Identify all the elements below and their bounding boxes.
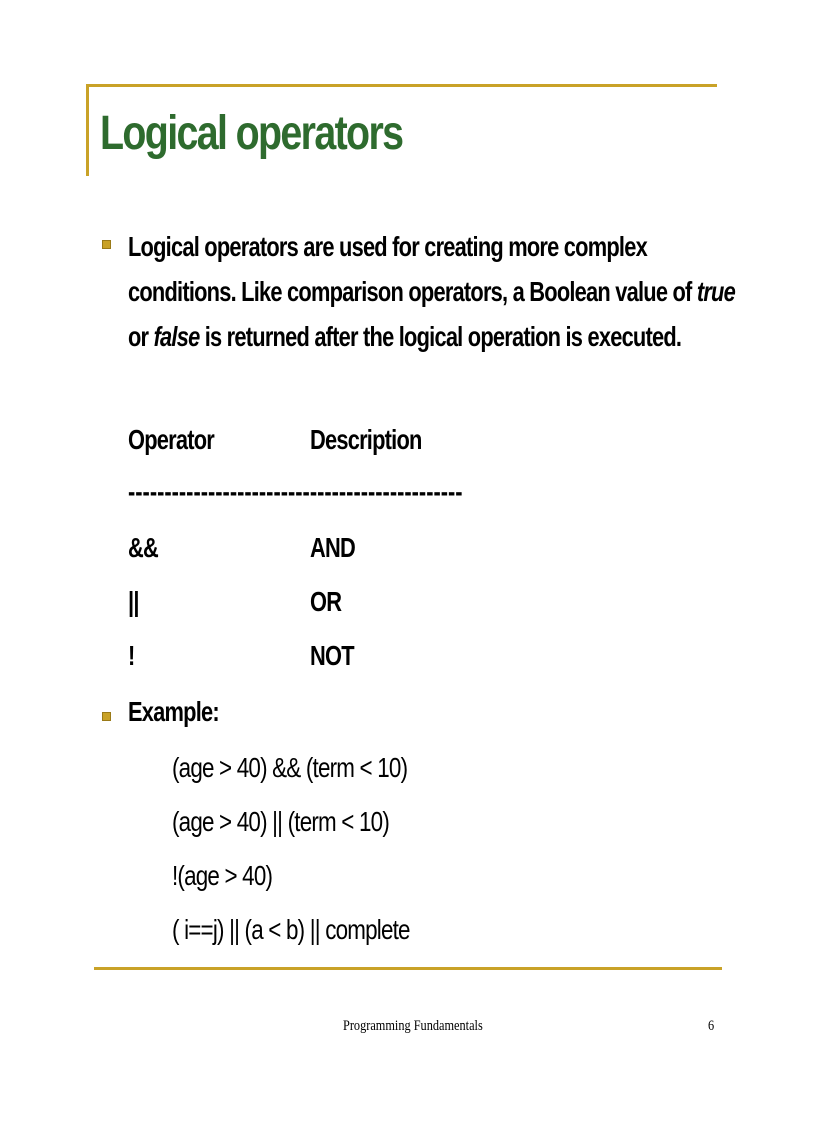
intro-false-term: false [153, 321, 200, 352]
intro-true-term: true [696, 276, 735, 307]
operator-and: && [128, 532, 158, 563]
intro-paragraph [128, 224, 735, 359]
footer-rule [94, 967, 722, 970]
example-line: (age > 40) && (term < 10) [172, 752, 408, 783]
bullet-square-icon [102, 240, 111, 249]
table-header-description: Description [310, 424, 422, 455]
operator-or: || [128, 586, 139, 617]
description-or: OR [310, 586, 342, 617]
intro-line-3-suffix: is returned after the logical operation is executed. [199, 321, 682, 352]
table-separator: ---------------------------------------------- [128, 476, 463, 507]
intro-line-3 [128, 314, 735, 359]
title-frame-left-rule [86, 84, 89, 176]
example-line: !(age > 40) [172, 860, 273, 891]
footer-title: Programming Fundamentals [343, 1018, 483, 1034]
example-label: Example: [128, 696, 219, 727]
operator-not: ! [128, 640, 135, 671]
intro-line-1: Logical operators are used for creating more complex [128, 231, 647, 262]
slide-title: Logical operators [100, 107, 403, 160]
title-frame-top-rule [86, 84, 717, 87]
intro-line-2 [128, 269, 735, 314]
example-line: ( i==j) || (a < b) || complete [172, 914, 410, 945]
description-and: AND [310, 532, 355, 563]
table-header-operator: Operator [128, 424, 214, 455]
bullet-square-icon [102, 712, 111, 721]
page-number: 6 [708, 1018, 715, 1034]
description-not: NOT [310, 640, 354, 671]
example-line: (age > 40) || (term < 10) [172, 806, 389, 837]
intro-line-3-prefix: or [128, 321, 154, 352]
intro-line-2-text: conditions. Like comparison operators, a Boolean value of [128, 276, 697, 307]
